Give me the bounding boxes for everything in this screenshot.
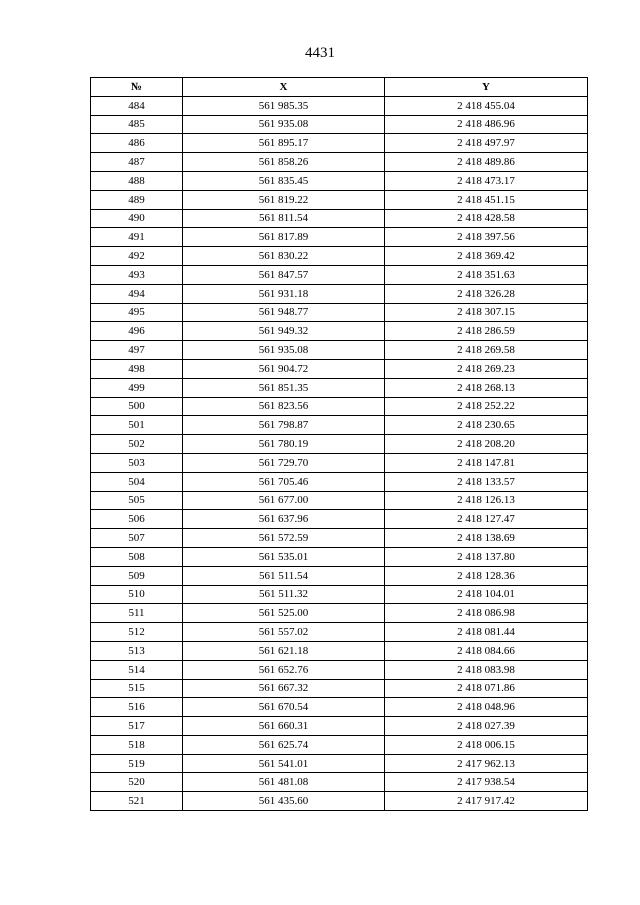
cell-y: 2 418 269.23 — [385, 359, 588, 378]
cell-x: 561 652.76 — [183, 660, 385, 679]
cell-number: 515 — [91, 679, 183, 698]
cell-x: 561 904.72 — [183, 359, 385, 378]
cell-number: 493 — [91, 265, 183, 284]
table-row — [91, 604, 588, 623]
cell-number: 485 — [91, 115, 183, 134]
cell-y: 2 418 473.17 — [385, 171, 588, 190]
cell-x: 561 670.54 — [183, 698, 385, 717]
cell-number: 518 — [91, 735, 183, 754]
cell-x: 561 847.57 — [183, 265, 385, 284]
cell-number: 488 — [91, 171, 183, 190]
cell-number: 504 — [91, 472, 183, 491]
table-row — [91, 529, 588, 548]
cell-y: 2 418 369.42 — [385, 247, 588, 266]
cell-x: 561 637.96 — [183, 510, 385, 529]
cell-y: 2 418 455.04 — [385, 96, 588, 115]
cell-x: 561 511.32 — [183, 585, 385, 604]
cell-y: 2 418 081.44 — [385, 623, 588, 642]
cell-x: 561 817.89 — [183, 228, 385, 247]
cell-y: 2 418 307.15 — [385, 303, 588, 322]
cell-x: 561 811.54 — [183, 209, 385, 228]
table-row — [91, 341, 588, 360]
table-row — [91, 547, 588, 566]
table-row — [91, 717, 588, 736]
cell-number: 484 — [91, 96, 183, 115]
table-row — [91, 153, 588, 172]
cell-number: 486 — [91, 134, 183, 153]
cell-y: 2 418 083.98 — [385, 660, 588, 679]
cell-y: 2 418 351.63 — [385, 265, 588, 284]
cell-number: 489 — [91, 190, 183, 209]
cell-number: 487 — [91, 153, 183, 172]
table-row — [91, 453, 588, 472]
cell-y: 2 418 137.80 — [385, 547, 588, 566]
table-row — [91, 378, 588, 397]
cell-x: 561 949.32 — [183, 322, 385, 341]
table-row — [91, 641, 588, 660]
cell-number: 512 — [91, 623, 183, 642]
header-x: X — [183, 78, 385, 97]
cell-y: 2 418 268.13 — [385, 378, 588, 397]
table-row — [91, 171, 588, 190]
cell-number: 514 — [91, 660, 183, 679]
cell-number: 492 — [91, 247, 183, 266]
cell-number: 499 — [91, 378, 183, 397]
table-row — [91, 265, 588, 284]
cell-x: 561 985.35 — [183, 96, 385, 115]
cell-number: 502 — [91, 435, 183, 454]
cell-number: 519 — [91, 754, 183, 773]
cell-number: 509 — [91, 566, 183, 585]
cell-number: 521 — [91, 792, 183, 811]
cell-x: 561 851.35 — [183, 378, 385, 397]
page-number: 4431 — [305, 45, 335, 61]
cell-y: 2 418 252.22 — [385, 397, 588, 416]
cell-number: 511 — [91, 604, 183, 623]
cell-x: 561 677.00 — [183, 491, 385, 510]
cell-x: 561 435.60 — [183, 792, 385, 811]
cell-number: 496 — [91, 322, 183, 341]
table-row — [91, 735, 588, 754]
cell-y: 2 418 128.36 — [385, 566, 588, 585]
cell-y: 2 418 428.58 — [385, 209, 588, 228]
header-row — [91, 78, 588, 97]
table-row — [91, 754, 588, 773]
cell-y: 2 418 133.57 — [385, 472, 588, 491]
cell-y: 2 418 230.65 — [385, 416, 588, 435]
cell-y: 2 418 104.01 — [385, 585, 588, 604]
cell-x: 561 935.08 — [183, 115, 385, 134]
cell-x: 561 557.02 — [183, 623, 385, 642]
cell-number: 506 — [91, 510, 183, 529]
cell-x: 561 541.01 — [183, 754, 385, 773]
cell-y: 2 418 071.86 — [385, 679, 588, 698]
cell-x: 561 625.74 — [183, 735, 385, 754]
table-row — [91, 284, 588, 303]
cell-x: 561 823.56 — [183, 397, 385, 416]
header-y: Y — [385, 78, 588, 97]
table-row — [91, 397, 588, 416]
cell-x: 561 729.70 — [183, 453, 385, 472]
cell-y: 2 417 938.54 — [385, 773, 588, 792]
header-number: № — [91, 78, 183, 97]
cell-y: 2 418 286.59 — [385, 322, 588, 341]
cell-x: 561 858.26 — [183, 153, 385, 172]
cell-y: 2 418 397.56 — [385, 228, 588, 247]
table-row — [91, 190, 588, 209]
cell-number: 495 — [91, 303, 183, 322]
cell-x: 561 830.22 — [183, 247, 385, 266]
table-row — [91, 115, 588, 134]
cell-number: 497 — [91, 341, 183, 360]
cell-x: 561 705.46 — [183, 472, 385, 491]
table-row — [91, 134, 588, 153]
cell-number: 513 — [91, 641, 183, 660]
cell-y: 2 418 208.20 — [385, 435, 588, 454]
cell-number: 491 — [91, 228, 183, 247]
cell-y: 2 418 326.28 — [385, 284, 588, 303]
cell-x: 561 895.17 — [183, 134, 385, 153]
cell-x: 561 525.00 — [183, 604, 385, 623]
cell-y: 2 418 084.66 — [385, 641, 588, 660]
table-body — [91, 96, 588, 810]
table-row — [91, 566, 588, 585]
table-row — [91, 209, 588, 228]
table-row — [91, 792, 588, 811]
cell-number: 516 — [91, 698, 183, 717]
cell-x: 561 835.45 — [183, 171, 385, 190]
cell-number: 501 — [91, 416, 183, 435]
cell-number: 500 — [91, 397, 183, 416]
cell-number: 498 — [91, 359, 183, 378]
table-row — [91, 96, 588, 115]
table-row — [91, 510, 588, 529]
cell-number: 507 — [91, 529, 183, 548]
cell-y: 2 418 486.96 — [385, 115, 588, 134]
cell-x: 561 660.31 — [183, 717, 385, 736]
coordinates-table — [90, 77, 588, 811]
table-row — [91, 623, 588, 642]
cell-y: 2 418 497.97 — [385, 134, 588, 153]
cell-y: 2 418 086.98 — [385, 604, 588, 623]
cell-x: 561 935.08 — [183, 341, 385, 360]
cell-number: 503 — [91, 453, 183, 472]
cell-x: 561 572.59 — [183, 529, 385, 548]
table-row — [91, 359, 588, 378]
cell-number: 505 — [91, 491, 183, 510]
table-row — [91, 660, 588, 679]
table-row — [91, 491, 588, 510]
cell-y: 2 418 006.15 — [385, 735, 588, 754]
cell-x: 561 819.22 — [183, 190, 385, 209]
cell-y: 2 418 138.69 — [385, 529, 588, 548]
cell-y: 2 418 451.15 — [385, 190, 588, 209]
table-row — [91, 435, 588, 454]
cell-y: 2 418 126.13 — [385, 491, 588, 510]
table-row — [91, 228, 588, 247]
cell-x: 561 481.08 — [183, 773, 385, 792]
cell-y: 2 417 962.13 — [385, 754, 588, 773]
table-row — [91, 679, 588, 698]
cell-y: 2 418 048.96 — [385, 698, 588, 717]
cell-x: 561 948.77 — [183, 303, 385, 322]
table-row — [91, 247, 588, 266]
table-header — [91, 78, 588, 97]
cell-x: 561 780.19 — [183, 435, 385, 454]
table-row — [91, 585, 588, 604]
cell-x: 561 621.18 — [183, 641, 385, 660]
table-row — [91, 773, 588, 792]
cell-x: 561 511.54 — [183, 566, 385, 585]
cell-x: 561 798.87 — [183, 416, 385, 435]
cell-x: 561 667.32 — [183, 679, 385, 698]
table-row — [91, 472, 588, 491]
cell-number: 520 — [91, 773, 183, 792]
table-row — [91, 698, 588, 717]
cell-y: 2 418 269.58 — [385, 341, 588, 360]
table-row — [91, 303, 588, 322]
cell-x: 561 535.01 — [183, 547, 385, 566]
cell-y: 2 418 127.47 — [385, 510, 588, 529]
cell-x: 561 931.18 — [183, 284, 385, 303]
cell-y: 2 418 489.86 — [385, 153, 588, 172]
table-row — [91, 322, 588, 341]
cell-y: 2 418 027.39 — [385, 717, 588, 736]
cell-number: 517 — [91, 717, 183, 736]
cell-y: 2 418 147.81 — [385, 453, 588, 472]
table-row — [91, 416, 588, 435]
cell-number: 490 — [91, 209, 183, 228]
cell-y: 2 417 917.42 — [385, 792, 588, 811]
cell-number: 494 — [91, 284, 183, 303]
cell-number: 510 — [91, 585, 183, 604]
cell-number: 508 — [91, 547, 183, 566]
